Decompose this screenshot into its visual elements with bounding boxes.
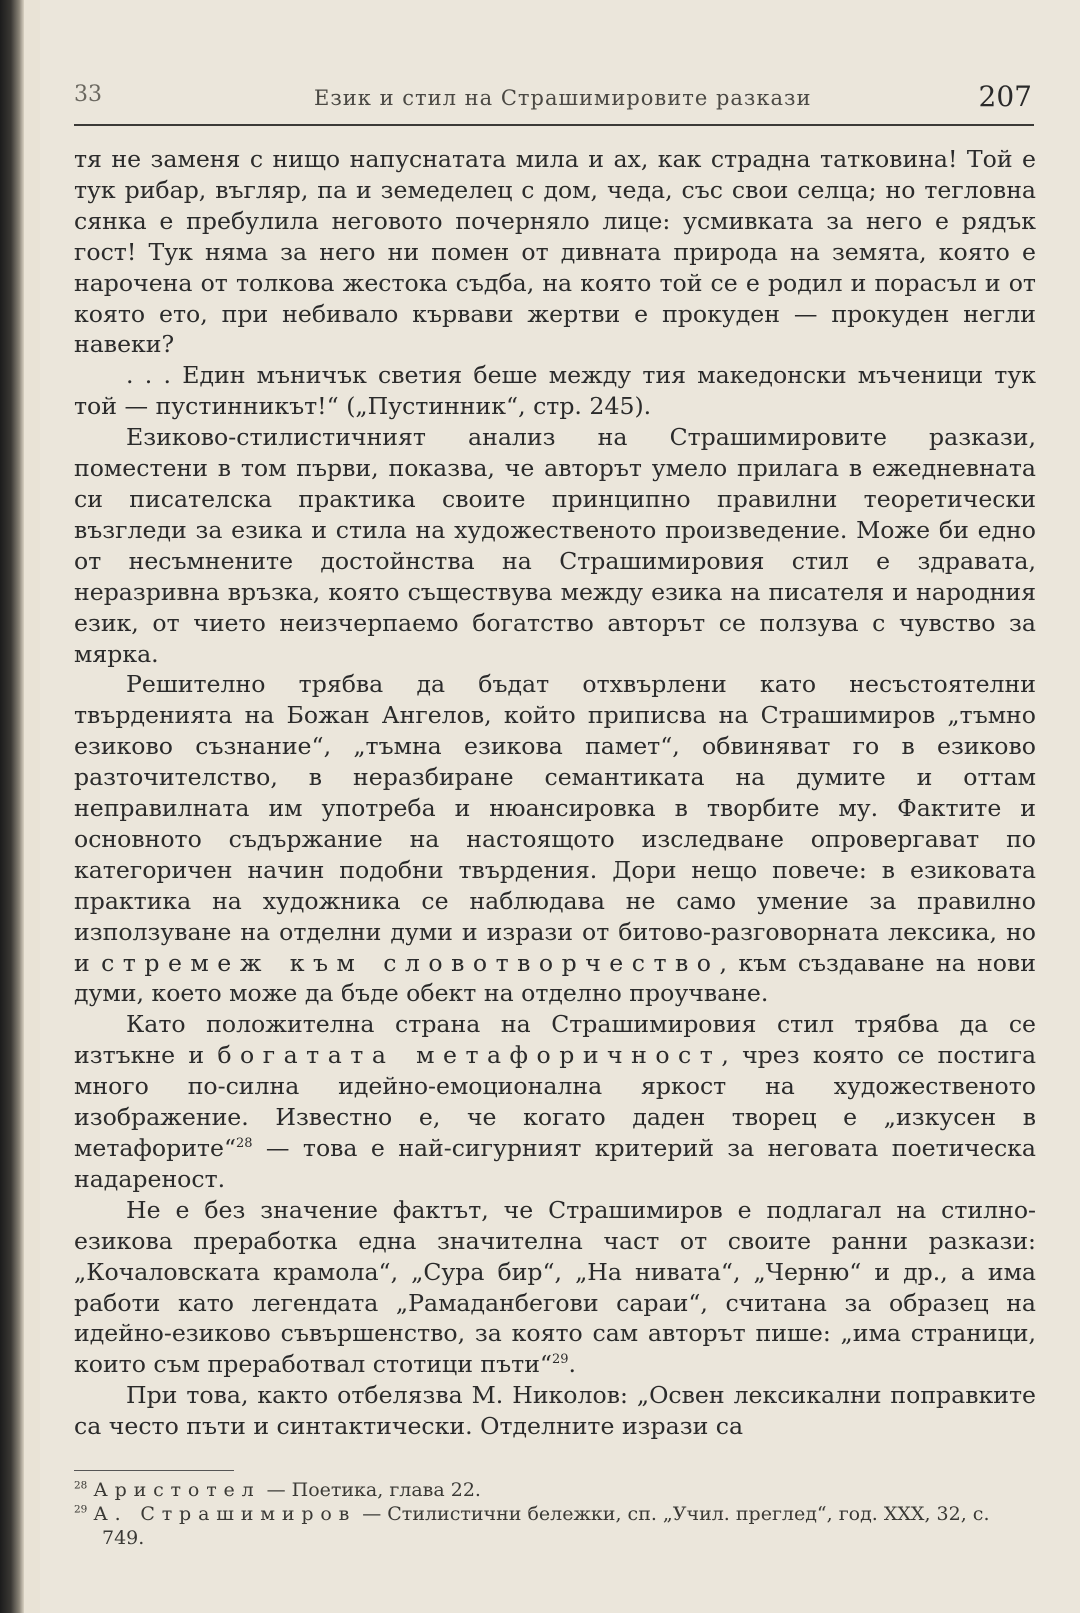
margin-number: 33 <box>74 82 102 107</box>
paragraph-analysis: Езиково-стилистичният анализ на Страшимировите разкази, поместени в том първи, показва, че авторът умело прилага в ежедневната си писателска практика своите принципно правилни теоретически възгледи за езика и стила на художественото произведение. Може би едно от несъмнените достойнства на Страшимировия стил е здравата, неразривна връзка, която съществува между езика на писателя и народния език, от чието неизчерпаемо богатство авторът се ползува с чувство за мярка. <box>74 423 1036 668</box>
spaced-emphasis: богатата метафоричност <box>217 1041 722 1070</box>
book-binding-shadow <box>0 0 24 1613</box>
running-head: Език и стил на Страшимировите разкази <box>314 86 812 110</box>
paragraph-metaphor: Като положителна страна на Страшимировия стил трябва да се изтъкне и богатата метафоричност, чрез която се постига много по-силна идейно-емоционална яркост на художественото изображение. Известно е, че когато даден творец е „изкусен в метафорите“$^{28}$ — това е най-сигурният критерий за неговата поетическа надареност. <box>74 1010 1037 1193</box>
footnote-ref[interactable]: 29 <box>552 1352 569 1368</box>
page-number: 207 <box>978 80 1032 113</box>
footnote: $^{29}$ А. Страшимиров — Стилистични бележки, сп. „Учил. преглед“, год. XXX, 32, с. 749. <box>74 1503 990 1549</box>
main-text <box>74 144 1036 1442</box>
footnote: $^{28}$ Аристотел — Поетика, глава 22. <box>74 1479 481 1501</box>
header-rule <box>74 124 1034 126</box>
footnote-rule <box>74 1470 234 1471</box>
page-header <box>74 80 1032 124</box>
paragraph-revision: Не е без значение фактът, че Страшимиров е подлагал на стилно-езикова преработка една значителна част от своите ранни разкази: „Кочаловската крамола“, „Сура бир“, „На нивата“, „Черню“ и др., а има работи като легендата „Рамаданбегови сараи“, считана за образец на идейно-езиково съвършенство, за която сам авторът пише: „има страници, които съм преработвал стотици пъти“$^{29}$. <box>74 1195 1036 1379</box>
spaced-emphasis: стремеж към словотворчество <box>101 948 720 977</box>
paragraph-nikolov: При това, както отбелязва М. Николов: „Освен лексикални поправките са често пъти и синтактически. Отделните изрази са <box>74 1381 1036 1441</box>
paragraph-continued: тя не заменя с нищо напуснатата мила и ах, как страдна татковина! Той е тук рибар, въгляр, па и земеделец с дом, чеда, със свои селца; но тегловна сянка е пребулила неговото почерняло лице: усмивката за него е рядък гост! Тук няма за него ни помен от дивната природа на земята, която е нарочена от толкова жестока съдба, на която той се е родил и порасъл и от която ето, при небивало кървави жертви е прокуден — прокуден негли навеки? <box>74 145 1036 359</box>
paragraph-rebuttal: Решително трябва да бъдат отхвърлени като несъстоятелни твърденията на Божан Ангелов, който приписва на Страшимиров „тъмно езиково съзнание“, „тъмна езикова памет“, обвиняват го в езиково разточителство, в неразбиране семантиката на думите и оттам неправилната им употреба и нюансировка в творбите му. Фактите и основното съдържание на настоящото изследване опровергават по категоричен начин подобни твърдения. Дори нещо повече: в езиковата практика на художника се наблюдава не само умение за правилно използуване на отделни думи и изрази от битово-разговорната лексика, но и стремеж към словотворчество, към създаване на нови думи, което може да бъде обект на отделно проучване. <box>74 670 1036 1008</box>
book-page <box>40 0 1080 1613</box>
paragraph-quote-end: . . . Един мъничък светия беше между тия македонски мъченици тук той — пустинникът!“ („Пустинник“, стр. 245). <box>74 361 1036 421</box>
footnote-ref[interactable]: 28 <box>236 1136 253 1152</box>
footnotes <box>74 1478 1036 1550</box>
